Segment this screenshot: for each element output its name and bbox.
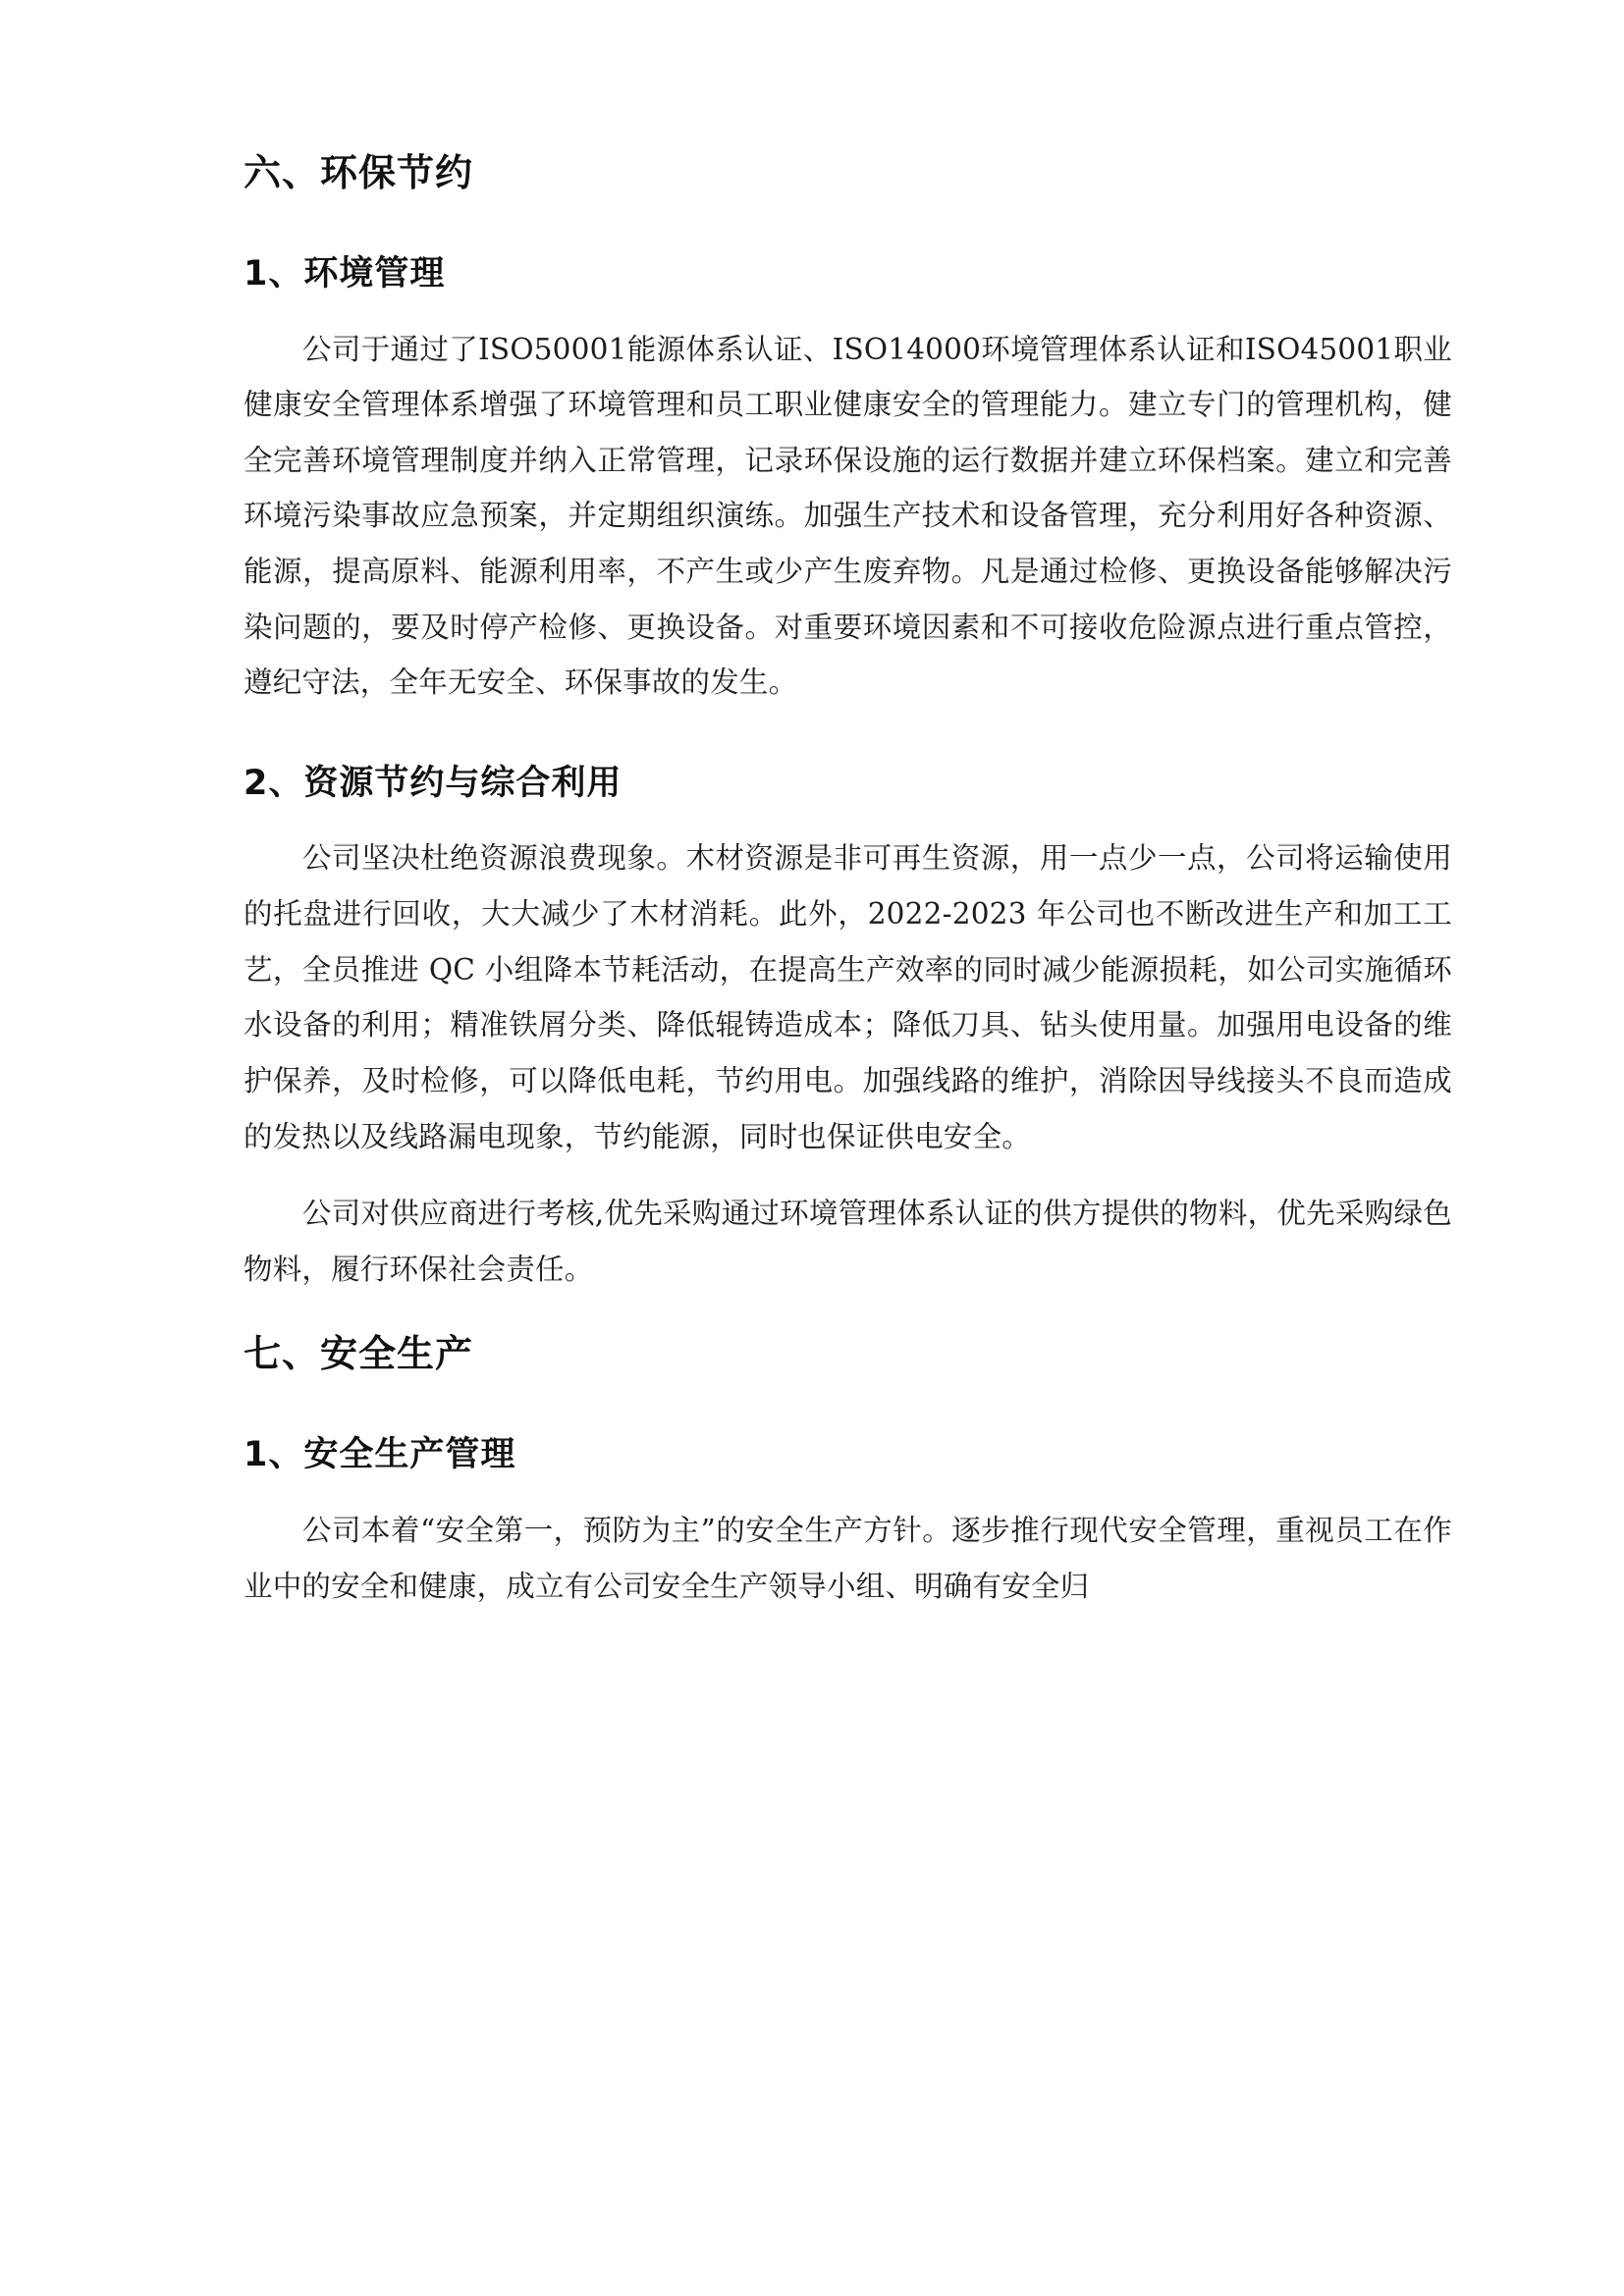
section-heading-environment: 六、环保节约 [244,151,474,194]
paragraph-environment-management: 公司于通过了ISO50001能源体系认证、ISO14000环境管理体系认证和ISO45001职业健康安全管理体系增强了环境管理和员工职业健康安全的管理能力。建立专门的管理机构，健全完善环境管理制度并纳入正常管理，记录环保设施的运行数据并建立环保档案。建立和完善环境污染事故应急预案，并定期组织演练。加强生产技术和设备管理，充分利用好各种资源、能源，提高原料、能源利用率，不产生或少产生废弃物。凡是通过检修、更换设备能够解决污染问题的，要及时停产检修、更换设备。对重要环境因素和不可接收危险源点进行重点管控，遵纪守法，全年无安全、环保事故的发生。 [244,332,1452,700]
subsection-heading-environment-management: 1、环境管理 [244,254,446,294]
subsection-heading-resource-saving: 2、资源节约与综合利用 [244,763,623,803]
paragraph-safety-management: 公司本着“安全第一，预防为主”的安全生产方针。逐步推行现代安全管理，重视员工在作业中的安全和健康，成立有公司安全生产领导小组、明确有安全归 [244,1513,1452,1603]
section-heading-safety-production: 七、安全生产 [244,1332,474,1376]
subsection-heading-safety-management: 1、安全生产管理 [244,1435,516,1475]
paragraph-resource-saving-2: 公司对供应商进行考核,优先采购通过环境管理体系认证的供方提供的物料，优先采购绿色物料，履行环保社会责任。 [244,1197,1452,1286]
paragraph-resource-saving-1: 公司坚决杜绝资源浪费现象。木材资源是非可再生资源，用一点少一点，公司将运输使用的托盘进行回收，大大减少了木材消耗。此外，2022-2023 年公司也不断改进生产和加工工艺，全员推进 QC 小组降本节耗活动，在提高生产效率的同时减少能源损耗，如公司实施循环水设备的利用；精准铁屑分类、降低辊铸造成本；降低刀具、钻头使用量。加强用电设备的维护保养，及时检修，可以降低电耗，节约用电。加强线路的维护，消除因导线接头不良而造成的发热以及线路漏电现象，节约能源，同时也保证供电安全。 [244,841,1452,1153]
